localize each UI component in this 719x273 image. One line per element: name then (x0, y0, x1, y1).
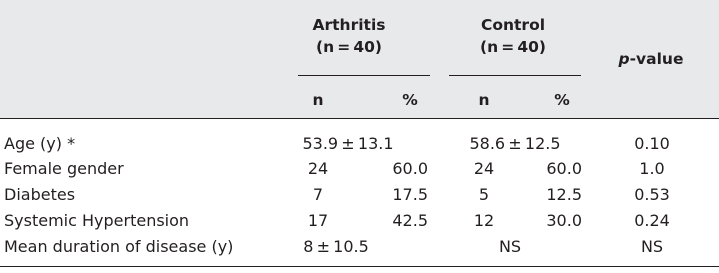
control-label: Control (480, 16, 546, 34)
control-percent-header: % (554, 91, 570, 109)
p-value-header (619, 51, 684, 68)
control-n-header: n (478, 91, 490, 109)
arthritis-female-n: 24 (307, 159, 329, 178)
arthritis-hypertension-percent: 42.5 (392, 211, 428, 230)
bottom-rule (0, 266, 719, 267)
row-label-hypertension: Systemic Hypertension (4, 211, 190, 230)
row-label-diabetes: Diabetes (4, 185, 76, 204)
header-rule (0, 118, 719, 119)
control-hypertension-percent: 30.0 (546, 211, 582, 230)
p-value-header-p: p (618, 50, 630, 68)
control-diabetes-n: 5 (478, 185, 490, 204)
control-underline (449, 75, 581, 76)
arthritis-diabetes-n: 7 (312, 185, 324, 204)
age-p-value: 0.10 (634, 134, 670, 153)
control-female-percent: 60.0 (546, 159, 582, 178)
row-label-age: Age (y) * (4, 134, 76, 153)
arthritis-duration-value: 8 ± 10.5 (303, 237, 369, 256)
arthritis-n-header: n (312, 91, 324, 109)
control-group-header (480, 14, 546, 58)
control-female-n: 24 (473, 159, 495, 178)
duration-p-value: NS (640, 237, 664, 256)
arthritis-group-header (313, 14, 386, 58)
row-label-mean-duration: Mean duration of disease (y) (4, 237, 234, 256)
hypertension-p-value: 0.24 (634, 211, 670, 230)
arthritis-count: (n = 40) (316, 38, 382, 56)
control-age-value: 58.6 ± 12.5 (469, 134, 561, 153)
control-hypertension-n: 12 (473, 211, 495, 230)
arthritis-female-percent: 60.0 (392, 159, 428, 178)
arthritis-age-value: 53.9 ± 13.1 (302, 134, 394, 153)
female-p-value: 1.0 (639, 159, 665, 178)
control-count: (n = 40) (480, 38, 546, 56)
diabetes-p-value: 0.53 (634, 185, 670, 204)
control-diabetes-percent: 12.5 (546, 185, 582, 204)
control-duration-value: NS (498, 237, 522, 256)
arthritis-diabetes-percent: 17.5 (392, 185, 428, 204)
p-value-header-rest: -value (629, 50, 684, 68)
arthritis-label: Arthritis (312, 16, 386, 34)
row-label-female-gender: Female gender (4, 159, 124, 178)
arthritis-underline (298, 75, 430, 76)
arthritis-percent-header: % (402, 91, 418, 109)
arthritis-hypertension-n: 17 (307, 211, 329, 230)
